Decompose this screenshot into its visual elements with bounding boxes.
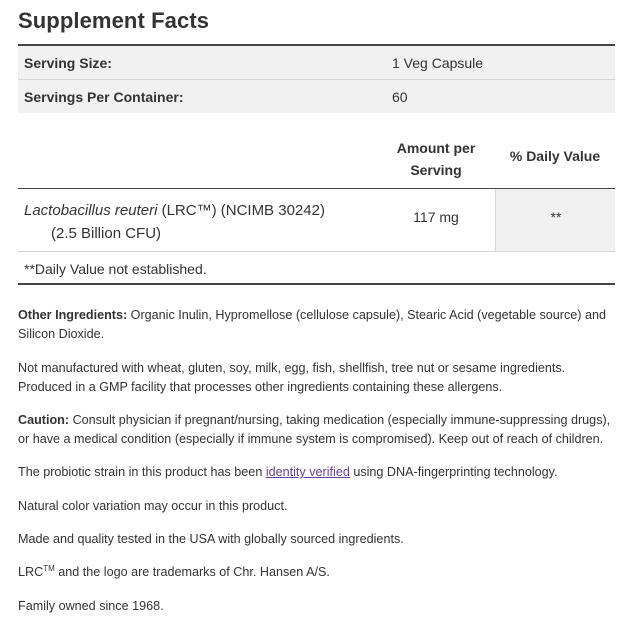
table-header-row: [18, 125, 615, 189]
ingredient-dv: **: [550, 209, 562, 225]
ingredient-row: [18, 189, 615, 252]
serving-size-value: 1 Veg Capsule: [392, 55, 484, 71]
serving-size-label: Serving Size:: [24, 55, 112, 71]
ingredient-cfu: (2.5 Billion CFU): [51, 225, 162, 242]
trademark-sup: TM: [43, 563, 55, 573]
identity-verified-link[interactable]: identity verified: [265, 465, 350, 479]
probiotic-text-before: The probiotic strain in this product has been: [18, 465, 266, 479]
servings-per-container-row: [18, 80, 615, 113]
trademark-note: [18, 563, 615, 582]
servings-per-container-label: Servings Per Container:: [24, 89, 184, 105]
daily-value-footnote: **Daily Value not established.: [24, 261, 207, 277]
amount-per-serving-header: [386, 137, 486, 181]
family-owned-note: Family owned since 1968.: [18, 599, 164, 613]
table-spacer: [18, 113, 615, 125]
other-ingredients-text: Organic Inulin, Hypromellose (cellulose capsule), Stearic Acid (vegetable source) and Silicon Dioxide.: [18, 308, 606, 341]
caution-text: Consult physician if pregnant/nursing, taking medication (especially immune-suppressing drugs), or have a medical condition (especially if immune system is compromised). Keep out of reach of children.: [18, 413, 611, 446]
caution-note: [18, 411, 615, 449]
serving-size-row: [18, 46, 615, 80]
trademark-before: LRC: [18, 565, 44, 579]
other-ingredients-label: Other Ingredients:: [18, 308, 128, 322]
amount-header-line2: Serving: [410, 162, 462, 178]
ingredient-name-rest: (LRC™) (NCIMB 30242): [157, 202, 325, 219]
probiotic-note: [18, 463, 615, 482]
ingredient-name: [24, 199, 325, 245]
supplement-facts-table: [18, 44, 615, 285]
footnote-row: [18, 252, 615, 285]
ingredient-dv-cell: [495, 189, 615, 251]
ingredient-amount: 117 mg: [413, 209, 459, 225]
trademark-after: and the logo are trademarks of Chr. Hansen A/S.: [54, 565, 330, 579]
made-in-usa-note: Made and quality tested in the USA with globally sourced ingredients.: [18, 532, 404, 546]
ingredient-name-italic: Lactobacillus reuteri: [24, 202, 158, 219]
servings-per-container-value: 60: [392, 89, 408, 105]
daily-value-header: % Daily Value: [509, 148, 601, 164]
page-title: Supplement Facts: [18, 8, 210, 33]
caution-label: Caution:: [18, 413, 70, 427]
probiotic-text-after: using DNA-fingerprinting technology.: [349, 465, 558, 479]
color-variation-note: Natural color variation may occur in this product.: [18, 499, 288, 513]
amount-header-line1: Amount per: [396, 140, 476, 156]
other-ingredients: [18, 306, 615, 344]
allergen-note: Not manufactured with wheat, gluten, soy, milk, egg, fish, shellfish, tree nut or sesame ingredients. Produced in a GMP facility that processes other ingredients containing these allergens.: [18, 361, 566, 394]
